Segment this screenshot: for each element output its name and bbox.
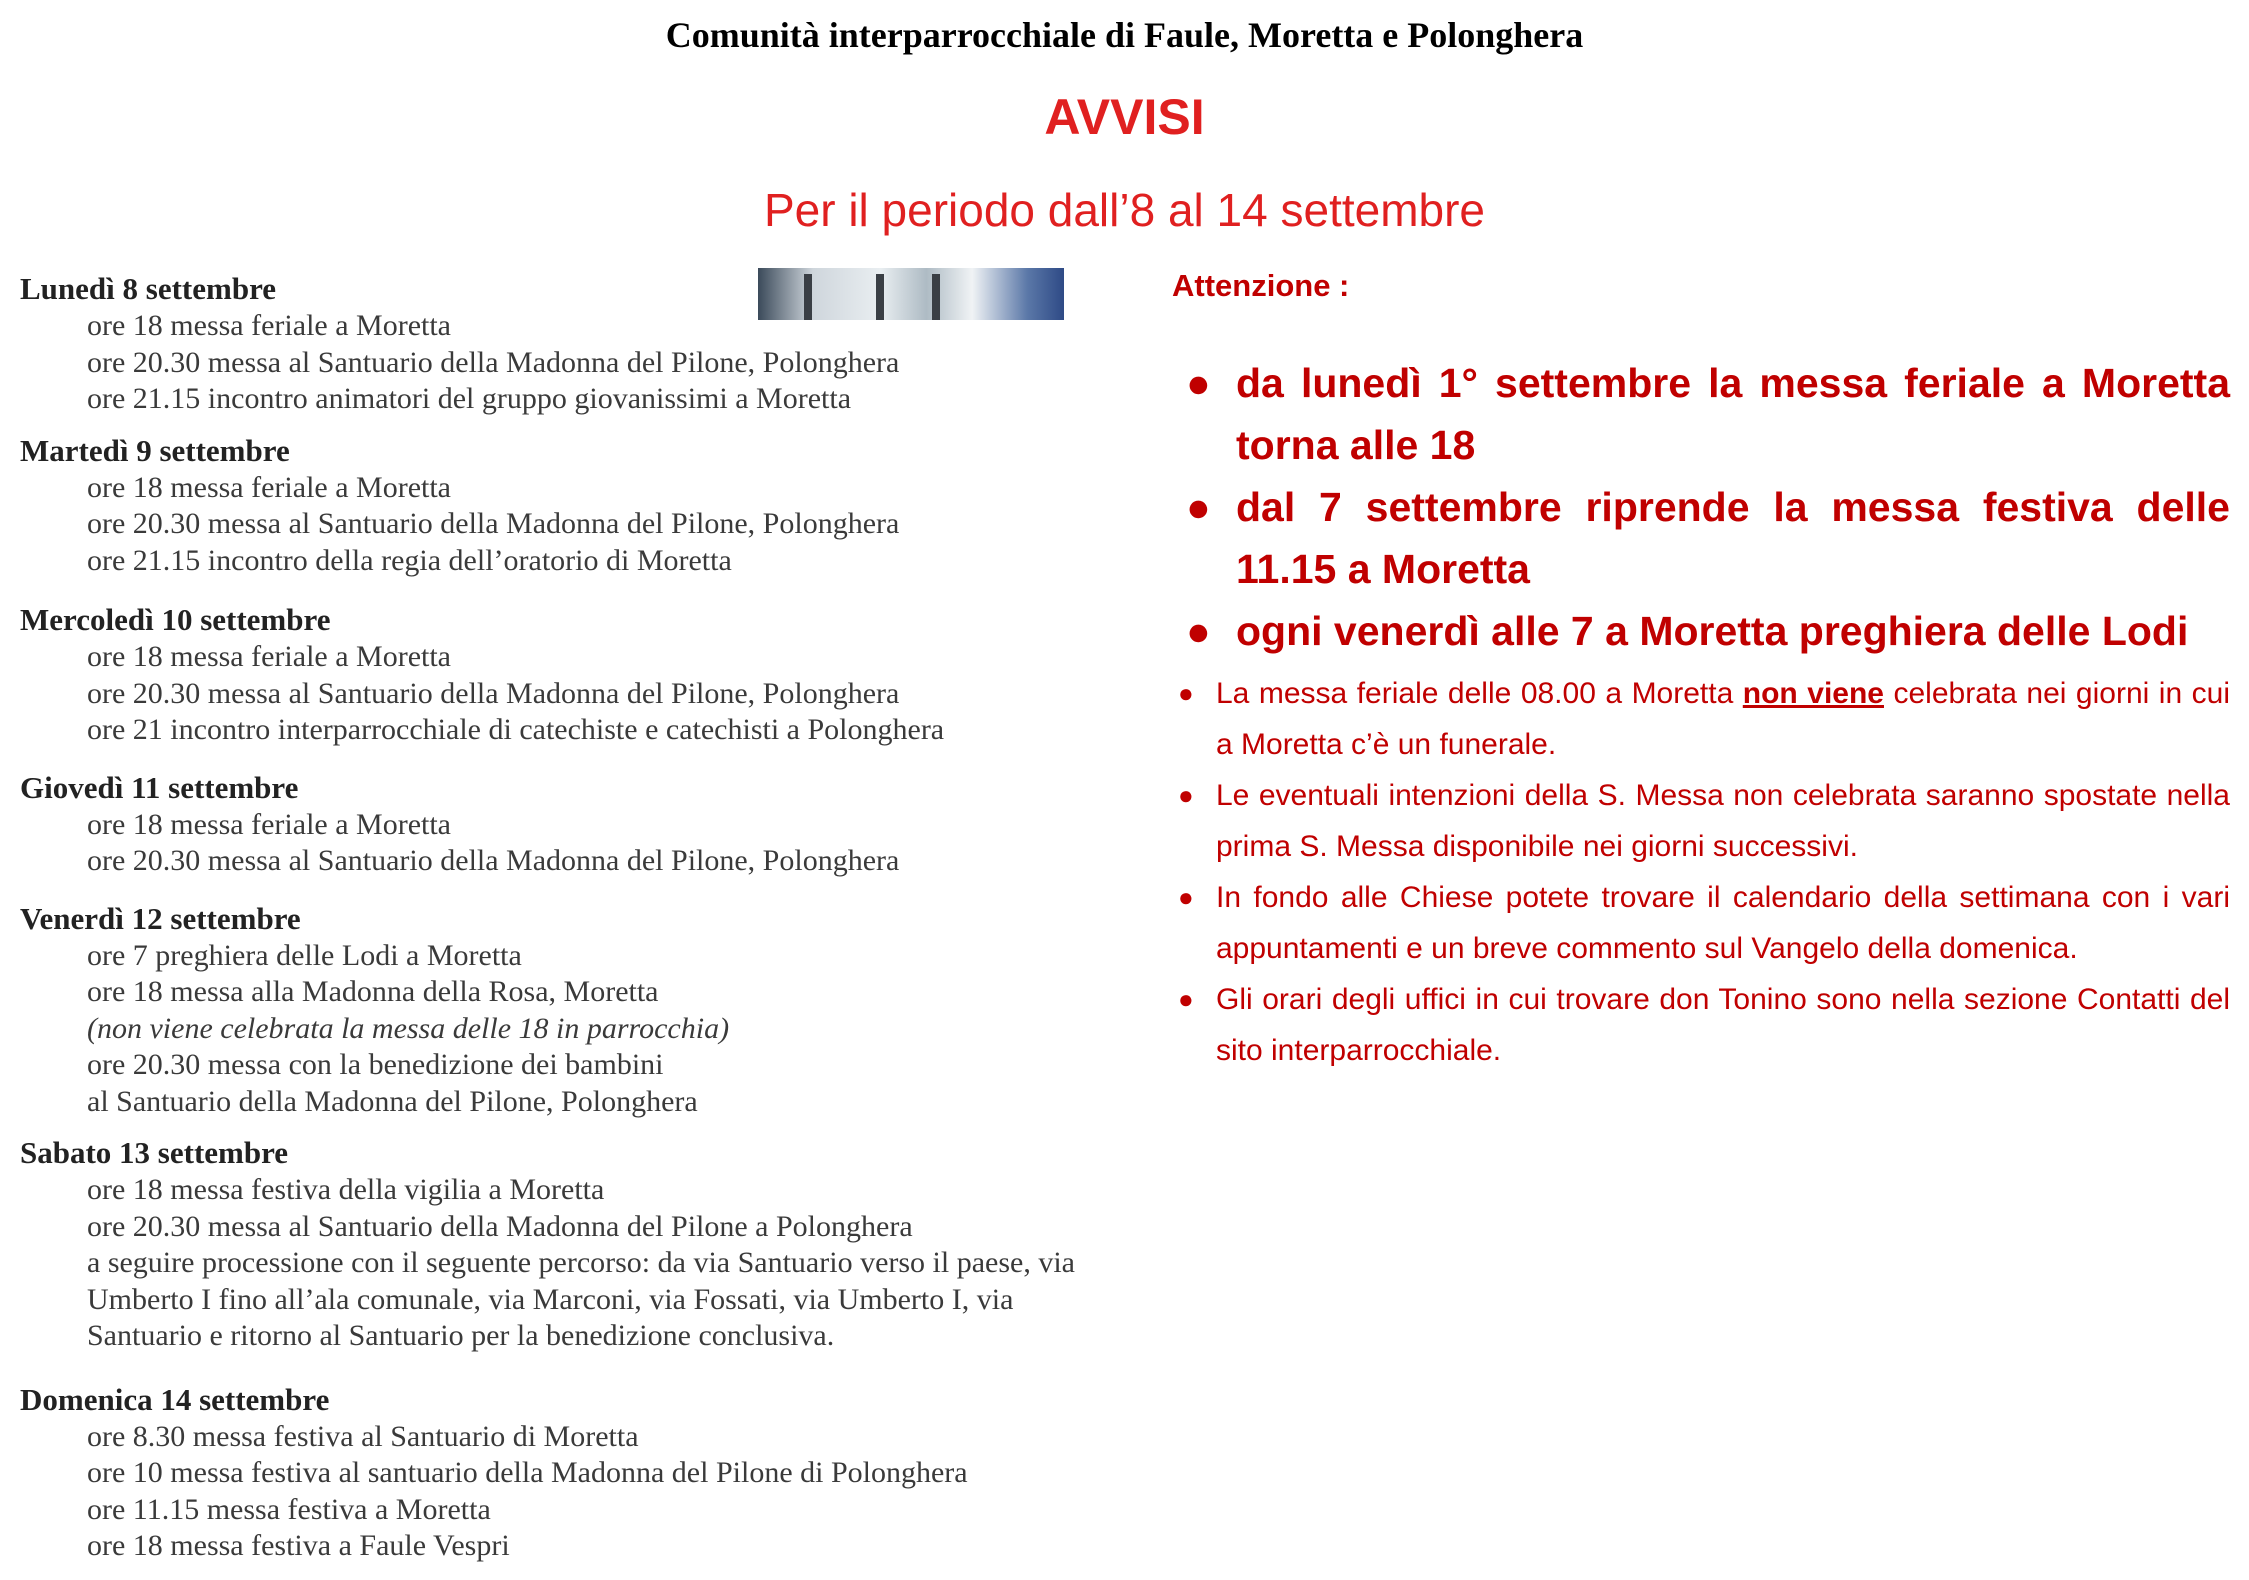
schedule-line: ore 20.30 messa al Santuario della Madonna del Pilone, Polonghera — [87, 345, 900, 379]
notice-text: dal 7 settembre riprende la messa festiva delle 11.15 a Moretta — [1236, 484, 2230, 592]
bullet-icon: ● — [1186, 360, 1211, 406]
schedule-line: ore 20.30 messa al Santuario della Madonna del Pilone, Polonghera — [87, 507, 900, 540]
schedule-line: ore 21 incontro interparrocchiale di catechiste e catechisti a Polonghera — [87, 713, 945, 746]
bullet-icon: ● — [1186, 484, 1211, 530]
notice-text-part: celebrata nei giorni in cui a Moretta c’è un funerale. — [1216, 677, 2230, 761]
weekly-schedule — [20, 270, 1110, 1565]
page-title: Comunità interparrocchiale di Faule, Moretta e Polonghera — [665, 15, 1584, 55]
list-item — [1172, 668, 2230, 770]
schedule-line: ore 20.30 messa al Santuario della Madonna del Pilone a Polonghera — [87, 1209, 913, 1243]
day-block — [20, 1134, 1110, 1355]
schedule-line: a seguire processione con il seguente percorso: da via Santuario verso il paese, via — [87, 1246, 1075, 1279]
schedule-line: ore 7 preghiera delle Lodi a Moretta — [87, 938, 522, 972]
list-item — [1172, 352, 2230, 476]
day-block — [20, 270, 1110, 418]
schedule-note: (non viene celebrata la messa delle 18 in parrocchia) — [87, 1011, 730, 1045]
day-title: Sabato 13 settembre — [20, 1135, 289, 1170]
schedule-line: ore 20.30 messa al Santuario della Madonna del Pilone, Polonghera — [87, 844, 900, 877]
bullet-icon: ● — [1186, 608, 1211, 654]
notice-text: da lunedì 1° settembre la messa feriale a Moretta torna alle 18 — [1236, 360, 2230, 468]
schedule-line: ore 18 messa alla Madonna della Rosa, Moretta — [87, 975, 659, 1008]
schedule-line: Santuario e ritorno al Santuario per la benedizione conclusiva. — [87, 1319, 835, 1352]
list-item — [1172, 974, 2230, 1076]
bullet-icon: ● — [1178, 882, 1194, 912]
schedule-line: ore 11.15 messa festiva a Moretta — [87, 1492, 491, 1526]
schedule-line: ore 21.15 incontro della regia dell’oratorio di Moretta — [87, 543, 732, 577]
day-block — [20, 769, 1110, 880]
schedule-line: ore 20.30 messa al Santuario della Madonna del Pilone, Polonghera — [87, 676, 900, 710]
bullet-icon: ● — [1178, 780, 1194, 810]
notices-panel — [1172, 268, 2230, 1076]
list-item — [1172, 872, 2230, 974]
day-title: Venerdì 12 settembre — [20, 900, 301, 936]
day-block — [20, 432, 1110, 580]
notice-text: Gli orari degli uffici in cui trovare don Tonino sono nella sezione Contatti del sito interparrocchiale. — [1216, 983, 2230, 1067]
schedule-line: ore 18 messa feriale a Moretta — [87, 309, 451, 342]
schedule-line: al Santuario della Madonna del Pilone, Polonghera — [87, 1084, 698, 1118]
day-block — [20, 601, 1110, 749]
list-item — [1172, 600, 2230, 662]
schedule-line: ore 21.15 incontro animatori del gruppo giovanissimi a Moretta — [87, 382, 852, 415]
day-title: Mercoledì 10 settembre — [20, 602, 331, 637]
notice-text-part: La messa feriale delle 08.00 a Moretta — [1216, 677, 1743, 710]
schedule-line: ore 18 messa feriale a Moretta — [87, 640, 451, 673]
day-title: Martedì 9 settembre — [20, 432, 290, 468]
schedule-line: Umberto I fino all’ala comunale, via Marconi, via Fossati, via Umberto I, via — [87, 1282, 1014, 1316]
day-block — [20, 900, 1110, 1121]
list-item — [1172, 476, 2230, 600]
schedule-line: ore 10 messa festiva al santuario della Madonna del Pilone di Polonghera — [87, 1456, 968, 1489]
schedule-line: ore 18 messa feriale a Moretta — [87, 807, 451, 841]
list-item — [1172, 770, 2230, 872]
schedule-line: ore 20.30 messa con la benedizione dei bambini — [87, 1048, 664, 1081]
attention-label: Attenzione : — [1172, 268, 1350, 303]
main-notices — [1172, 352, 2230, 662]
period-subtitle: Per il periodo dall’8 al 14 settembre — [763, 184, 1486, 236]
day-block — [20, 1381, 1110, 1565]
bullet-icon: ● — [1178, 984, 1194, 1014]
schedule-line: ore 18 messa festiva della vigilia a Moretta — [87, 1173, 605, 1206]
schedule-line: ore 18 messa feriale a Moretta — [87, 470, 451, 504]
notice-text: Le eventuali intenzioni della S. Messa non celebrata saranno spostate nella prima S. Messa disponibile nei giorni successivi. — [1216, 779, 2230, 863]
day-title: Lunedì 8 settembre — [20, 271, 277, 306]
schedule-line: ore 18 messa festiva a Faule Vespri — [87, 1529, 510, 1562]
bullet-icon: ● — [1178, 678, 1194, 708]
day-title: Giovedì 11 settembre — [20, 769, 299, 805]
schedule-line: ore 8.30 messa festiva al Santuario di Moretta — [87, 1419, 639, 1453]
avvisi-heading: AVVISI — [1044, 89, 1205, 145]
notice-text: In fondo alle Chiese potete trovare il calendario della settimana con i vari appuntamenti e un breve commento sul Vangelo della domenica. — [1216, 881, 2230, 965]
day-title: Domenica 14 settembre — [20, 1381, 330, 1417]
notice-emphasis: non viene — [1742, 677, 1884, 710]
secondary-notices — [1172, 668, 2230, 1076]
notice-text: ogni venerdì alle 7 a Moretta preghiera delle Lodi — [1236, 608, 2189, 654]
